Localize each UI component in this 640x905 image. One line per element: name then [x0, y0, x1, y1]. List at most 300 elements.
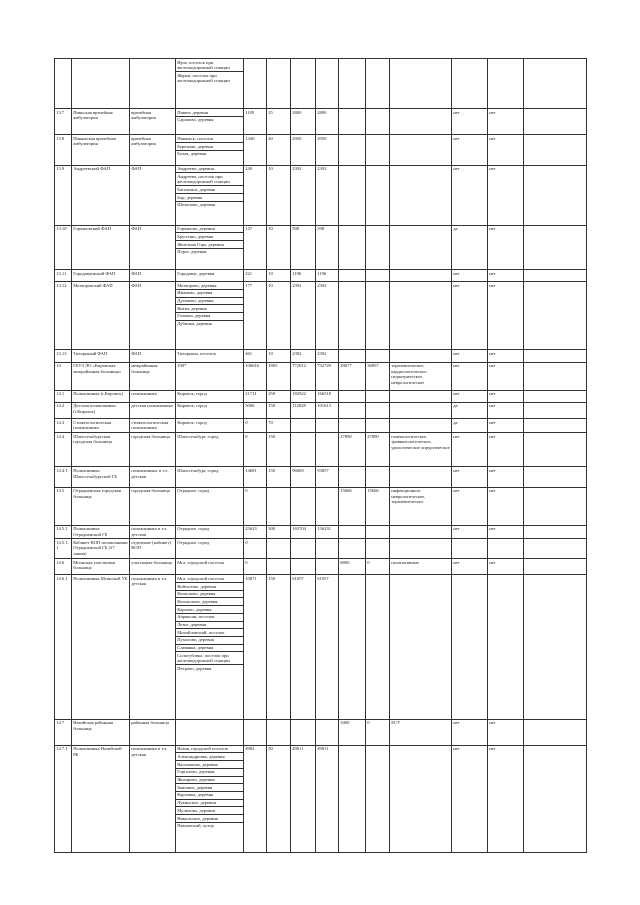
cell-c10	[366, 419, 390, 433]
cell-c6	[267, 59, 291, 109]
cell-c9: 3400	[339, 719, 366, 745]
cell-c11	[390, 525, 452, 538]
settlement-entry: Никольское, деревня	[176, 814, 243, 822]
table-row	[55, 575, 587, 719]
cell-c2: Андреевский ФАП	[72, 165, 130, 225]
cell-c10	[366, 135, 390, 165]
cell-c5: 461	[244, 350, 267, 362]
cell-c2: Кабинет ВОП поликлиники Отрадненской ГБ (27 линия)	[72, 539, 130, 559]
cell-c11	[390, 390, 452, 402]
cell-c7: 165704	[291, 525, 316, 538]
settlement-entry: Лезье, деревня	[176, 621, 243, 629]
cell-c8: 156231	[316, 525, 339, 538]
table-row	[55, 487, 587, 525]
cell-c5: 0	[244, 539, 267, 559]
cell-c13: нет	[488, 165, 524, 225]
cell-c5: 0	[244, 559, 267, 575]
cell-c3: поликлиника	[130, 390, 176, 402]
settlement-entry: Васильково, деревня	[176, 760, 243, 768]
cell-c14	[524, 575, 587, 719]
settlement-entry: Дубинка, деревня	[176, 320, 243, 328]
cell-c4	[176, 109, 244, 135]
table-row	[55, 109, 587, 135]
cell-c9	[339, 135, 366, 165]
cell-c8: 101613	[316, 402, 339, 418]
cell-c9	[339, 745, 366, 852]
settlement-entry: Карловка, деревня	[176, 791, 243, 799]
settlement-entry: Дуганово, деревня	[176, 297, 243, 305]
cell-c2: Поликлиника Мгинской УБ	[72, 575, 130, 719]
cell-c14	[524, 433, 587, 467]
cell-c7: 598	[291, 225, 316, 269]
cell-c1	[55, 59, 72, 109]
cell-c14	[524, 719, 587, 745]
cell-c7: 96069	[291, 467, 316, 487]
settlement-entry: Городище, деревня	[177, 270, 215, 276]
cell-c13: нет	[488, 487, 524, 525]
cell-c1: 13.13	[55, 350, 72, 362]
table-row	[55, 745, 587, 852]
cell-c10	[366, 575, 390, 719]
cell-c8	[316, 487, 339, 525]
settlement-entry: Жихарево, деревня	[176, 776, 243, 784]
settlement-entry: Иманово, деревня	[176, 289, 243, 297]
cell-c14	[524, 539, 587, 559]
cell-c4	[176, 745, 244, 852]
cell-c13	[488, 539, 524, 559]
cell-c14	[524, 745, 587, 852]
cell-c8: 598	[316, 225, 339, 269]
cell-c9	[339, 225, 366, 269]
cell-c2: Шлиссельбургская городская больница	[72, 433, 130, 467]
cell-c2: Поликлиника Шлиссельбургской ГБ	[72, 467, 130, 487]
cell-c10	[366, 225, 390, 269]
cell-c3: межрайонная больница	[130, 362, 176, 390]
cell-c6: 150	[267, 467, 291, 487]
table-row	[55, 362, 587, 390]
cell-c12: нет	[452, 559, 488, 575]
cell-c3: ФАП	[130, 165, 176, 225]
settlement-entry: Железная Гора, деревня	[176, 240, 243, 248]
cell-c5: 10871	[244, 575, 267, 719]
settlement-entry: Апраксин, поселок	[176, 613, 243, 621]
cell-c5: 147	[244, 225, 267, 269]
cell-c12: нет	[452, 745, 488, 852]
cell-c12	[452, 539, 488, 559]
cell-c9	[339, 282, 366, 350]
cell-c12: нет	[452, 433, 488, 467]
cell-c9	[339, 575, 366, 719]
cell-c9	[339, 402, 366, 418]
cell-c1: 14.6	[55, 559, 72, 575]
cell-c8: 166518	[316, 390, 339, 402]
settlement-entry: Келколово, деревня	[176, 590, 243, 598]
cell-c5: 14681	[244, 467, 267, 487]
cell-c10	[366, 745, 390, 852]
table-row	[55, 719, 587, 745]
cell-c6: 300	[267, 525, 291, 538]
cell-c3: детская поликлиника	[130, 402, 176, 418]
cell-c6: 10	[267, 165, 291, 225]
cell-c1: 13.11	[55, 269, 72, 281]
cell-c12: нет	[452, 135, 488, 165]
settlement-entry: Жарки, поселок при железнодорожной станции	[176, 71, 243, 84]
cell-c4	[176, 165, 244, 225]
cell-c4	[176, 419, 244, 433]
cell-c4	[176, 525, 244, 538]
cell-c14	[524, 350, 587, 362]
cell-c7: 772012	[291, 362, 316, 390]
settlement-entry: Кировск, город	[177, 391, 207, 397]
table-row	[55, 525, 587, 538]
cell-c10	[366, 269, 390, 281]
cell-c5: 221	[244, 269, 267, 281]
settlement-entry: Горгалево, деревня	[176, 768, 243, 776]
cell-c2: Тихорыный ФАП	[72, 350, 130, 362]
settlement-entry: Карпово, деревня	[176, 605, 243, 613]
cell-c2: Пиньская врачебная амбулатория	[72, 109, 130, 135]
cell-c14	[524, 402, 587, 418]
cell-c9	[339, 109, 366, 135]
cell-c4	[176, 402, 244, 418]
cell-c6: 250	[267, 390, 291, 402]
cell-c9	[339, 165, 366, 225]
cell-c1: 14.5.1	[55, 525, 72, 538]
cell-c3: районная больница	[130, 719, 176, 745]
cell-c13	[488, 59, 524, 109]
cell-c1: 14	[55, 362, 72, 390]
cell-c6: 10	[267, 269, 291, 281]
cell-c3	[130, 59, 176, 109]
cell-c1: 14.3	[55, 419, 72, 433]
cell-c9	[339, 390, 366, 402]
cell-c11: ЕСУ	[390, 719, 452, 745]
settlement-entry: Мга, городской поселок	[177, 559, 225, 565]
cell-c12: нет	[452, 282, 488, 350]
settlement-entry: Замошье, деревня	[176, 783, 243, 791]
cell-c13: нет	[488, 350, 524, 362]
cell-c11	[390, 467, 452, 487]
settlement-entry: Михайловский, поселок	[176, 628, 243, 636]
cell-c5: 177	[244, 282, 267, 350]
cell-c14	[524, 467, 587, 487]
cell-c7: 2392	[291, 350, 316, 362]
cell-c13: нет	[488, 135, 524, 165]
cell-c14	[524, 390, 587, 402]
cell-c11	[390, 165, 452, 225]
cell-c4	[176, 225, 244, 269]
cell-c10	[366, 350, 390, 362]
cell-c7: 2392	[291, 282, 316, 350]
table-row	[55, 59, 587, 109]
cell-c9	[339, 350, 366, 362]
cell-c6: 70	[267, 419, 291, 433]
cell-c12: нет	[452, 525, 488, 538]
settlement-entry: Ирза, поселок при железнодорожной станции	[177, 59, 230, 71]
cell-c8: 2392	[316, 282, 339, 350]
cell-c14	[524, 282, 587, 350]
settlement-entry: Тихорыны, поселок	[177, 350, 216, 356]
cell-c10	[366, 390, 390, 402]
cell-c5: 0	[244, 433, 267, 467]
cell-c11	[390, 402, 452, 418]
cell-c2: Горчаковский ФАП	[72, 225, 130, 269]
cell-c8: 1196	[316, 269, 339, 281]
cell-c11	[390, 419, 452, 433]
cell-c12: нет	[452, 390, 488, 402]
cell-c13: нет	[488, 745, 524, 852]
cell-c7	[291, 719, 316, 745]
cell-c1: 14.4.1	[55, 467, 72, 487]
cell-c5: 0	[244, 419, 267, 433]
cell-c10: 36857	[366, 362, 390, 390]
settlement-entry: Брусгино, деревня	[176, 232, 243, 240]
cell-c9	[339, 525, 366, 538]
cell-c5	[244, 59, 267, 109]
cell-c1: 14.7.1	[55, 745, 72, 852]
settlement-entry: Головка, деревня	[176, 312, 243, 320]
cell-c2: Мгинская участковая больница	[72, 559, 130, 575]
cell-c3: городская больница	[130, 433, 176, 467]
cell-c11	[390, 539, 452, 559]
cell-c6: 150	[267, 575, 291, 719]
cell-c2: ГБУЗ ЛО «Кировская межрайонная больница»	[72, 362, 130, 390]
cell-c7: 61057	[291, 575, 316, 719]
cell-c8	[316, 433, 339, 467]
cell-c10	[366, 165, 390, 225]
cell-c8: 2392	[316, 165, 339, 225]
cell-c7	[291, 433, 316, 467]
cell-c3: стоматологическая поликлиника	[130, 419, 176, 433]
cell-c5: 1340	[244, 135, 267, 165]
cell-c13: нет	[488, 719, 524, 745]
settlement-entry: Сологубовка, поселок при железнодорожной станции	[176, 651, 243, 664]
cell-c4	[176, 59, 244, 109]
settlement-entry: Петрово, деревня	[176, 664, 243, 672]
cell-c11	[390, 109, 452, 135]
cell-c6: 10	[267, 282, 291, 350]
cell-c6: 50	[267, 745, 291, 852]
cell-c4	[176, 282, 244, 350]
cell-c12: да	[452, 402, 488, 418]
cell-c9	[339, 59, 366, 109]
settlement-entry: Мга, городской поселок	[177, 575, 225, 581]
cell-c7: 112828	[291, 402, 316, 418]
settlement-entry: Витка, деревня	[176, 304, 243, 312]
table-body	[55, 59, 587, 853]
cell-c2: Детская поликлиника (г.Кировск)	[72, 402, 130, 418]
cell-c12: нет	[452, 109, 488, 135]
settlement-entry: Александровка, деревня	[176, 752, 243, 760]
cell-c1: 13.10	[55, 225, 72, 269]
cell-c7: 49811	[291, 745, 316, 852]
cell-c5: 25623	[244, 525, 267, 538]
cell-c14	[524, 135, 587, 165]
cell-c7: 1196	[291, 269, 316, 281]
settlement-entry: Шлиссельбург, город	[177, 468, 219, 474]
cell-c10	[366, 467, 390, 487]
cell-c12: да	[452, 419, 488, 433]
table-row	[55, 135, 587, 165]
cell-c11	[390, 135, 452, 165]
cell-c4	[176, 362, 244, 390]
cell-c1: 14.5.1.1	[55, 539, 72, 559]
cell-c11	[390, 269, 452, 281]
cell-c8: 2392	[316, 350, 339, 362]
cell-c5: 240	[244, 165, 267, 225]
cell-c6	[267, 559, 291, 575]
cell-c9: 6800	[339, 559, 366, 575]
cell-c13: нет	[488, 362, 524, 390]
cell-c1: 14.2	[55, 402, 72, 418]
settlement-entry: Кировск, город	[177, 403, 207, 409]
cell-c8: 49811	[316, 745, 339, 852]
cell-c14	[524, 269, 587, 281]
cell-c1: 14.5	[55, 487, 72, 525]
settlement-entry: Горчаково, деревня	[177, 226, 215, 232]
cell-c2: Отрадненская городская больница	[72, 487, 130, 525]
table-row	[55, 433, 587, 467]
settlement-entry: Андреево, поселок при железнодорожной станции	[176, 172, 243, 185]
cell-c9	[339, 467, 366, 487]
cell-c11: терапевтическое, кардиологическое, педиатрическое, неврологическое	[390, 362, 452, 390]
cell-c4	[176, 467, 244, 487]
cell-c13: нет	[488, 419, 524, 433]
cell-c5: 21711	[244, 390, 267, 402]
settlement-entry: Отрадное, город	[177, 488, 210, 494]
table-row	[55, 467, 587, 487]
settlement-entry: Бор, деревня	[176, 193, 243, 201]
cell-c12: да	[452, 225, 488, 269]
cell-c12	[452, 59, 488, 109]
cell-c14	[524, 59, 587, 109]
cell-c6: 10	[267, 350, 291, 362]
cell-c7: 2800	[291, 109, 316, 135]
cell-c4	[176, 559, 244, 575]
cell-c1: 14.6.1	[55, 575, 72, 719]
cell-c7	[291, 539, 316, 559]
cell-c14	[524, 559, 587, 575]
cell-c5: 5006	[244, 402, 267, 418]
table-row	[55, 165, 587, 225]
table-row	[55, 350, 587, 362]
cell-c3: поликлиника в т.ч. детская	[130, 745, 176, 852]
cell-c4	[176, 269, 244, 281]
cell-c10	[366, 59, 390, 109]
settlement-entry: Баталинск, деревня	[176, 185, 243, 193]
cell-c3: ФАП	[130, 269, 176, 281]
cell-c4	[176, 719, 244, 745]
cell-c14	[524, 362, 587, 390]
cell-c7: 2392	[291, 165, 316, 225]
cell-c4	[176, 350, 244, 362]
cell-c6: 150	[267, 402, 291, 418]
cell-c13	[488, 575, 524, 719]
table-row	[55, 225, 587, 269]
cell-c3: поликлиника, в т.ч. детская	[130, 467, 176, 487]
cell-c4	[176, 539, 244, 559]
table-row	[55, 269, 587, 281]
cell-c8: 61057	[316, 575, 339, 719]
cell-c12: нет	[452, 719, 488, 745]
cell-c11: паллиативные	[390, 559, 452, 575]
settlement-entry: Пиняжск, поселок	[177, 135, 214, 141]
cell-c9: 39677	[339, 362, 366, 390]
cell-c13: нет	[488, 559, 524, 575]
cell-c1: 13.12	[55, 282, 72, 350]
settlement-entry: Кировск, город	[177, 419, 207, 425]
cell-c12: нет	[452, 362, 488, 390]
cell-c8	[316, 419, 339, 433]
cell-c11	[390, 745, 452, 852]
cell-c8	[316, 539, 339, 559]
cell-c2: Стоматологическая поликлиника	[72, 419, 130, 433]
cell-c3: врачебная амбулатория	[130, 109, 176, 135]
settlement-entry: Отрадное, город	[177, 526, 210, 532]
cell-c12: нет	[452, 350, 488, 362]
cell-c3: поликлиника в т.ч. детская	[130, 525, 176, 538]
cell-c5: 1109	[244, 109, 267, 135]
cell-c2: Назийская районная больница	[72, 719, 130, 745]
cell-c6	[267, 719, 291, 745]
cell-c11	[390, 575, 452, 719]
cell-c10: 27890	[366, 433, 390, 467]
cell-c4	[176, 575, 244, 719]
settlement-entry	[176, 720, 243, 727]
cell-c10: 0	[366, 559, 390, 575]
cell-c12: нет	[452, 487, 488, 525]
settlement-entry: Мучихово, деревня	[176, 806, 243, 814]
cell-c2: Пиняжская врачебная амбулатория	[72, 135, 130, 165]
cell-c11: гинекологическое, травматологическое, урологическое хирургическое	[390, 433, 452, 467]
cell-c2: Моткоровский ФАП	[72, 282, 130, 350]
settlement-entry: Назия, городской поселок	[177, 746, 228, 752]
cell-c13: нет	[488, 390, 524, 402]
cell-c8: 2800	[316, 109, 339, 135]
cell-c5: 4982	[244, 745, 267, 852]
settlement-entry: Пинюг, деревня	[177, 109, 208, 115]
cell-c6: 25	[267, 109, 291, 135]
cell-c7: 2950	[291, 135, 316, 165]
cell-c5	[244, 719, 267, 745]
cell-c1: 14.4	[55, 433, 72, 467]
cell-c12: нет	[452, 269, 488, 281]
cell-c10	[366, 109, 390, 135]
cell-c5: 106016	[244, 362, 267, 390]
settlement-entry: Шелепово, деревня	[176, 201, 243, 209]
cell-c1: 14.1	[55, 390, 72, 402]
table-row	[55, 402, 587, 418]
cell-c2: Городищенский ФАП	[72, 269, 130, 281]
cell-c6: 1805	[267, 362, 291, 390]
cell-c10: 0	[366, 719, 390, 745]
cell-c13: нет	[488, 225, 524, 269]
cell-c1: 13.9	[55, 165, 72, 225]
cell-c3: участковая больница	[130, 559, 176, 575]
cell-c6: 40	[267, 135, 291, 165]
cell-c4	[176, 135, 244, 165]
cell-c13: нет	[488, 109, 524, 135]
cell-c8: 732749	[316, 362, 339, 390]
settlement-entry: Андреево, деревня	[177, 166, 214, 172]
cell-c2	[72, 59, 130, 109]
cell-c7: 182922	[291, 390, 316, 402]
cell-c13: нет	[488, 402, 524, 418]
settlement-entry: Белая, деревня	[176, 150, 243, 158]
cell-c3: поликлиника в т.ч. детская	[130, 575, 176, 719]
cell-c3: врачебная амбулатория	[130, 135, 176, 165]
settlement-entry: Пухолово, деревня	[176, 636, 243, 644]
